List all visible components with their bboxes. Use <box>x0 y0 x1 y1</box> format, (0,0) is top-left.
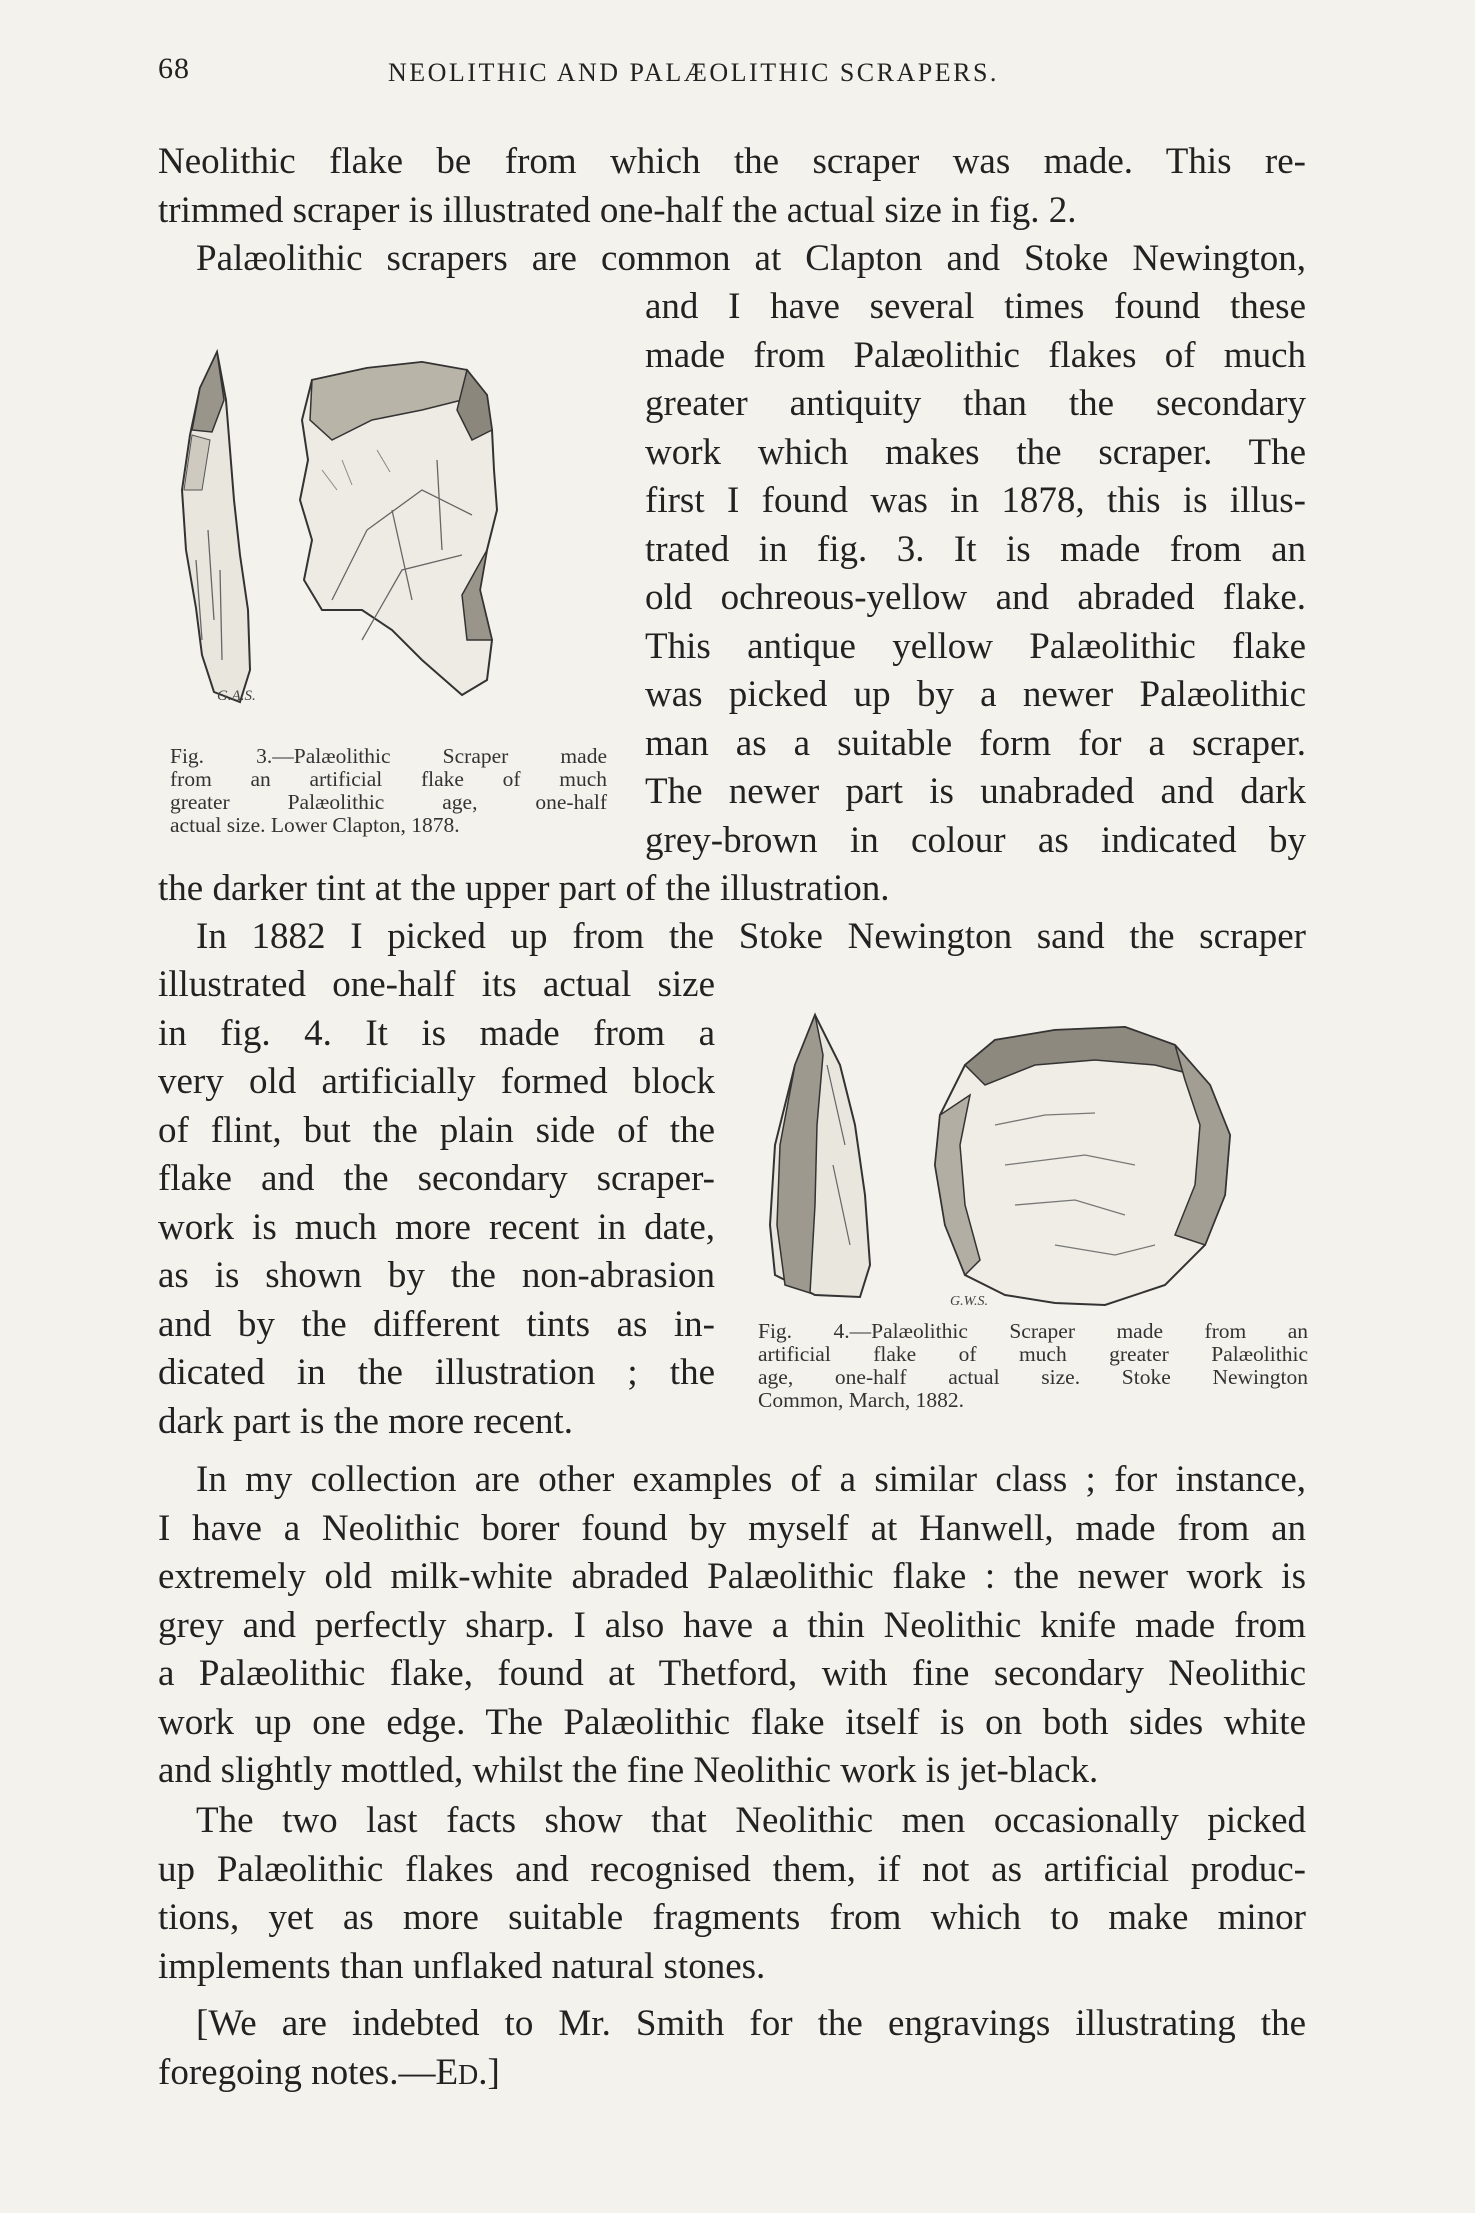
caption-line: Common, March, 1882. <box>758 1388 965 1412</box>
caption-line: Fig. 4.—Palæolithic Scraper made from an <box>758 1319 1308 1343</box>
engraver-mark: G.W.S. <box>950 1294 988 1309</box>
text-line: flake and the secondary scraper- <box>158 1158 715 1199</box>
text-line: grey and perfectly sharp. I also have a thin Neolithic knife made from <box>158 1604 1306 1646</box>
text-line: man as a suitable form for a scraper. <box>645 722 1306 764</box>
paragraph-4 <box>158 1456 1306 1796</box>
caption-line: greater Palæolithic age, one-half <box>170 790 607 814</box>
paragraph-2-last-line <box>158 865 1306 914</box>
text-line: first I found was in 1878, this is illus- <box>645 480 1306 521</box>
text-line: was picked up by a newer Palæolithic <box>645 674 1306 715</box>
page-number: 68 <box>158 52 190 85</box>
text-line: The newer part is unabraded and dark <box>645 771 1306 812</box>
text-line: work up one edge. The Palæolithic flake itself is on both sides white <box>158 1701 1306 1743</box>
figure-4-illustration <box>755 1005 1315 1315</box>
text-line: made from Palæolithic flakes of much <box>645 334 1306 376</box>
paragraph-3-first-line <box>196 913 1306 962</box>
text-line <box>158 2049 1306 2101</box>
text-line: In 1882 I picked up from the Stoke Newington sand the scraper <box>196 916 1306 957</box>
text-line: as is shown by the non-abrasion <box>158 1255 715 1296</box>
editor-note-text: foregoing notes.—E <box>158 2051 459 2093</box>
scraper-drawing-fig3 <box>162 340 622 740</box>
text-line: work is much more recent in date, <box>158 1206 715 1248</box>
text-line: in fig. 4. It is made from a <box>158 1012 715 1054</box>
paragraph-1 <box>158 138 1306 235</box>
paragraph-3-wrapped <box>158 961 715 1446</box>
text-line: Neolithic flake be from which the scraper was made. This re- <box>158 141 1306 182</box>
text-line: up Palæolithic flakes and recognised them, if not as artificial produc- <box>158 1848 1306 1890</box>
text-line: trimmed scraper is illustrated one-half the actual size in fig. 2. <box>158 189 1077 231</box>
text-line: very old artificially formed block <box>158 1061 715 1102</box>
text-line: old ochreous-yellow and abraded flake. <box>645 577 1306 618</box>
text-line: and by the different tints as in- <box>158 1303 715 1345</box>
editor-note-bracket: .] <box>478 2051 500 2093</box>
running-head <box>158 52 1315 92</box>
text-line: I have a Neolithic borer found by myself at Hanwell, made from an <box>158 1507 1306 1549</box>
text-line: and I have several times found these <box>645 286 1306 327</box>
editor-note <box>158 2000 1306 2100</box>
text-line: dark part is the more recent. <box>158 1400 574 1442</box>
running-title: NEOLITHIC AND PALÆOLITHIC SCRAPERS. <box>388 58 999 87</box>
text-line: extremely old milk-white abraded Palæolithic flake : the newer work is <box>158 1556 1306 1597</box>
text-line: work which makes the scraper. The <box>645 431 1306 473</box>
text-line: a Palæolithic flake, found at Thetford, with fine secondary Neolithic <box>158 1653 1306 1694</box>
text-line: grey-brown in colour as indicated by <box>645 819 1306 861</box>
text-line: illustrated one-half its actual size <box>158 964 715 1005</box>
figure-4-caption <box>758 1320 1308 1412</box>
caption-line: Fig. 3.—Palæolithic Scraper made <box>170 744 607 768</box>
text-line: [We are indebted to Mr. Smith for the engravings illustrating the <box>196 2003 1306 2044</box>
figure-3-illustration <box>162 340 622 740</box>
text-line: tions, yet as more suitable fragments from which to make minor <box>158 1897 1306 1938</box>
caption-line: age, one-half actual size. Stoke Newington <box>758 1365 1308 1389</box>
paragraph-5 <box>158 1797 1306 1991</box>
text-line: the darker tint at the upper part of the illustration. <box>158 868 890 909</box>
text-line: Palæolithic scrapers are common at Clapton and Stoke Newington, <box>196 238 1306 279</box>
text-line: This antique yellow Palæolithic flake <box>645 625 1306 667</box>
scraper-drawing-fig4 <box>755 1005 1315 1315</box>
text-line: In my collection are other examples of a similar class ; for instance, <box>196 1459 1306 1500</box>
paragraph-2-wrapped <box>645 283 1306 865</box>
text-line: dicated in the illustration ; the <box>158 1352 715 1393</box>
caption-line: artificial flake of much greater Palæolithic <box>758 1342 1308 1366</box>
paragraph-2-first-line <box>196 235 1306 284</box>
text-line: greater antiquity than the secondary <box>645 383 1306 424</box>
text-line: trated in fig. 3. It is made from an <box>645 528 1306 570</box>
engraver-mark: G.A.S. <box>217 688 256 704</box>
editor-abbrev-smallcaps: D <box>458 2059 479 2091</box>
caption-line: from an artificial flake of much <box>170 767 607 791</box>
text-line: The two last facts show that Neolithic men occasionally picked <box>196 1800 1306 1841</box>
caption-line: actual size. Lower Clapton, 1878. <box>170 813 460 837</box>
text-line: implements than unflaked natural stones. <box>158 1945 766 1987</box>
figure-3-caption <box>170 745 607 837</box>
text-line: and slightly mottled, whilst the fine Neolithic work is jet-black. <box>158 1750 1099 1791</box>
text-line: of flint, but the plain side of the <box>158 1109 715 1151</box>
